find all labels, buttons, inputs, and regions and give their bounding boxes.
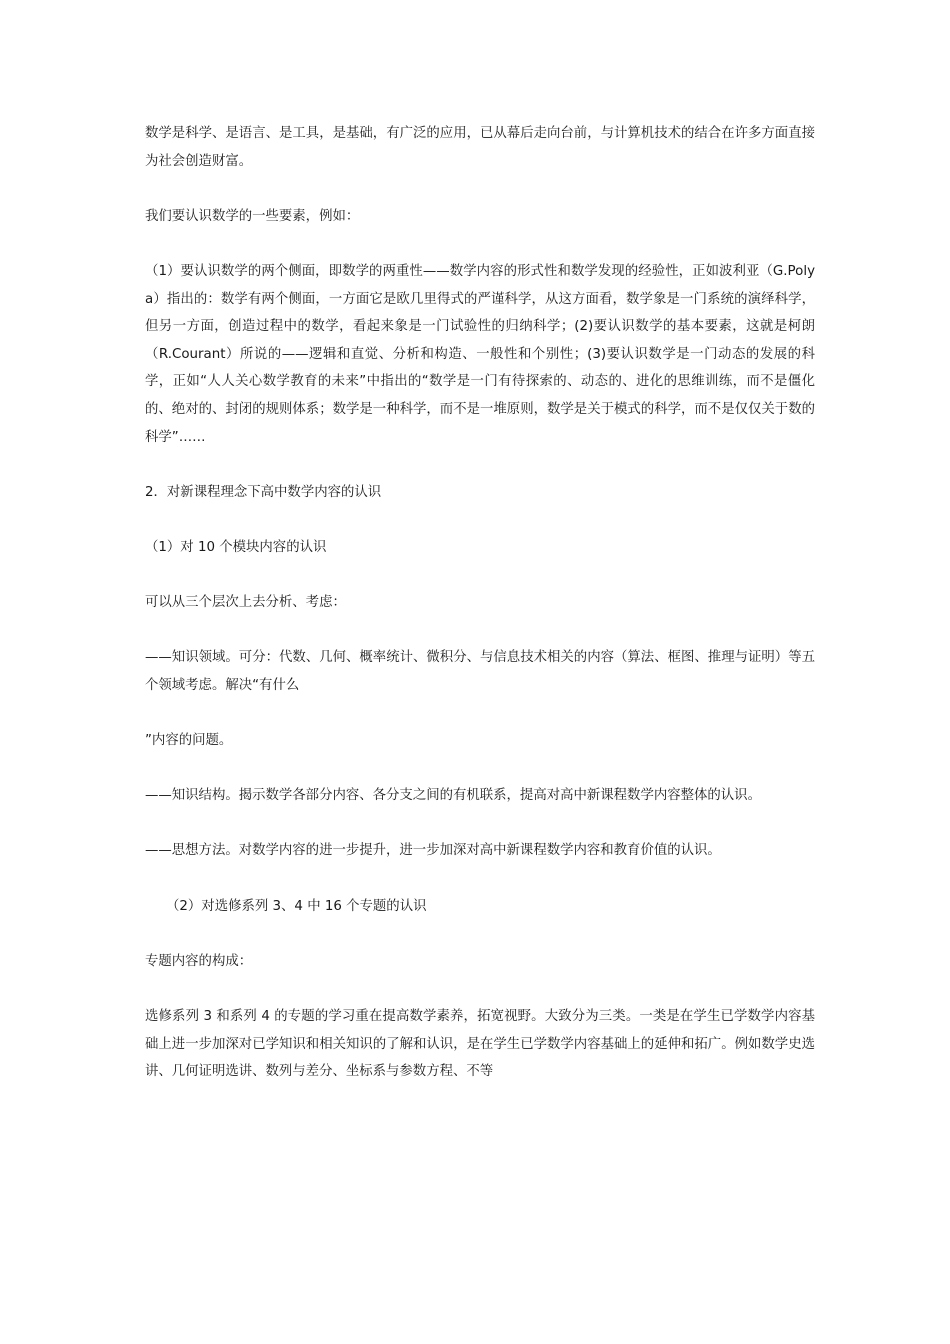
- subheading-electives: （2）对选修系列 3、4 中 16 个专题的认识: [166, 898, 427, 914]
- document-body: [145, 120, 815, 1086]
- paragraph-three-levels: 可以从三个层次上去分析、考虑：: [145, 595, 346, 611]
- subheading-modules: （1）对 10 个模块内容的认识: [145, 539, 327, 555]
- section-heading-2: 2．对新课程理念下高中数学内容的认识: [145, 484, 382, 500]
- paragraph-knowledge-structure: ——知识结构。揭示数学各部分内容、各分支之间的有机联系，提高对高中新课程数学内容整体的认识。: [145, 788, 761, 804]
- paragraph-math-elements-list: （1）要认识数学的两个侧面，即数学的两重性——数学内容的形式性和数学发现的经验性，正如波利亚（G.Polya）指出的：数学有两个侧面，一方面它是欧几里得式的严谨科学，从这方面看，数学象是一门系统的演绎科学，但另一方面，创造过程中的数学，看起来象是一门试验性的归纳科学；(2)要认识数学的基本要素，这就是柯朗（R.Courant）所说的——逻辑和直觉、分析和构造、一般性和个别性；(3)要认识数学是一门动态的发展的科学，正如“人人关心数学教育的未来”中指出的“数学是一门有待探索的、动态的、进化的思维训练，而不是僵化的、绝对的、封闭的规则体系；数学是一种科学，而不是一堆原则，数学是关于模式的科学，而不是仅仅关于数的科学”……: [145, 263, 815, 445]
- paragraph-topic-composition: 专题内容的构成：: [145, 953, 253, 969]
- paragraph-thinking-method: ——思想方法。对数学内容的进一步提升，进一步加深对高中新课程数学内容和教育价值的认识。: [145, 843, 721, 859]
- paragraph-knowledge-domain-cont: ”内容的问题。: [145, 733, 233, 749]
- paragraph-math-elements-intro: 我们要认识数学的一些要素，例如：: [145, 208, 360, 224]
- paragraph-electives-detail: 选修系列 3 和系列 4 的专题的学习重在提高数学素养，拓宽视野。大致分为三类。一类是在学生已学数学内容基础上进一步加深对已学知识和相关知识的了解和认识，是在学生已学数学内容基础上的延伸和拓广。例如数学史选讲、几何证明选讲、数列与差分、坐标系与参数方程、不等: [145, 1009, 815, 1080]
- paragraph-knowledge-domain: ——知识领域。可分：代数、几何、概率统计、微积分、与信息技术相关的内容（算法、框图、推理与证明）等五个领域考虑。解决“有什么: [145, 650, 815, 693]
- paragraph-math-nature: 数学是科学、是语言、是工具，是基础，有广泛的应用，已从幕后走向台前，与计算机技术的结合在许多方面直接为社会创造财富。: [145, 126, 815, 169]
